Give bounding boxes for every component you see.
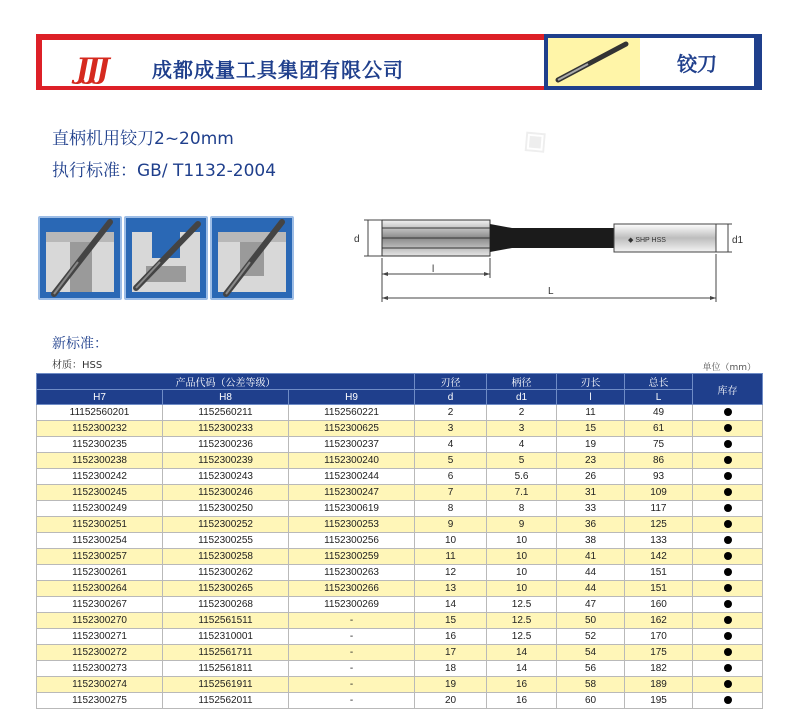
col-l-header: 刃长: [557, 374, 625, 390]
stock-cell: [693, 517, 763, 533]
table-cell: 58: [557, 677, 625, 693]
table-cell: 1152300252: [163, 517, 289, 533]
table-cell: 47: [557, 597, 625, 613]
table-cell: 1152561911: [163, 677, 289, 693]
header-category-box: [640, 38, 754, 86]
col-d1-header: 柄径: [487, 374, 557, 390]
table-row: [37, 533, 763, 549]
table-cell: 14: [487, 661, 557, 677]
table-cell: 4: [415, 437, 487, 453]
table-cell: 50: [557, 613, 625, 629]
table-row: [37, 421, 763, 437]
table-cell: 1152300271: [37, 629, 163, 645]
blind-hole-icon: [212, 218, 292, 298]
application-image-slot: [124, 216, 208, 300]
col-L-symbol: L: [625, 390, 693, 405]
in-stock-dot-icon: [724, 504, 732, 512]
in-stock-dot-icon: [724, 696, 732, 704]
table-cell: 10: [487, 549, 557, 565]
table-cell: 1152300263: [289, 565, 415, 581]
table-cell: 9: [415, 517, 487, 533]
table-cell: 5.6: [487, 469, 557, 485]
table-cell: 1152310001: [163, 629, 289, 645]
stock-cell: [693, 485, 763, 501]
table-cell: 36: [557, 517, 625, 533]
table-cell: 1152300255: [163, 533, 289, 549]
table-cell: 142: [625, 549, 693, 565]
dim-d-label: d: [354, 234, 360, 245]
product-code-header: 产品代码（公差等级）: [37, 374, 415, 390]
table-cell: 56: [557, 661, 625, 677]
stock-cell: [693, 437, 763, 453]
col-d-symbol: d: [415, 390, 487, 405]
table-cell: 8: [415, 501, 487, 517]
table-cell: 38: [557, 533, 625, 549]
table-cell: 7: [415, 485, 487, 501]
in-stock-dot-icon: [724, 664, 732, 672]
table-row: [37, 597, 763, 613]
table-cell: 1152300261: [37, 565, 163, 581]
col-h7-header: H7: [37, 390, 163, 405]
table-cell: 182: [625, 661, 693, 677]
col-L-header: 总长: [625, 374, 693, 390]
table-cell: 1152300272: [37, 645, 163, 661]
table-cell: 189: [625, 677, 693, 693]
col-stock-header: 库存: [693, 374, 763, 405]
table-cell: 1152300236: [163, 437, 289, 453]
col-d-header: 刃径: [415, 374, 487, 390]
table-cell: 31: [557, 485, 625, 501]
shank-marking: ◆ SHP HSS: [628, 237, 666, 244]
table-cell: 93: [625, 469, 693, 485]
table-cell: 1152300253: [289, 517, 415, 533]
table-cell: 11: [415, 549, 487, 565]
table-cell: 1152300266: [289, 581, 415, 597]
table-cell: 117: [625, 501, 693, 517]
in-stock-dot-icon: [724, 568, 732, 576]
table-cell: 1152300245: [37, 485, 163, 501]
table-cell: 15: [557, 421, 625, 437]
dim-d1-label: d1: [732, 235, 744, 246]
table-cell: 1152300246: [163, 485, 289, 501]
stock-cell: [693, 469, 763, 485]
in-stock-dot-icon: [724, 536, 732, 544]
table-cell: 1152300267: [37, 597, 163, 613]
table-row: [37, 517, 763, 533]
in-stock-dot-icon: [724, 552, 732, 560]
table-row: [37, 405, 763, 421]
table-cell: 1152300235: [37, 437, 163, 453]
in-stock-dot-icon: [724, 520, 732, 528]
table-cell: 1152300262: [163, 565, 289, 581]
dim-L-label: L: [548, 286, 554, 297]
stock-cell: [693, 501, 763, 517]
table-cell: 5: [487, 453, 557, 469]
table-cell: 1152300240: [289, 453, 415, 469]
table-row: [37, 437, 763, 453]
in-stock-dot-icon: [724, 584, 732, 592]
product-standard: 执行标准：GB/ T1132-2004: [52, 161, 277, 181]
table-cell: 1152300258: [163, 549, 289, 565]
table-cell: 10: [415, 533, 487, 549]
table-row: [37, 581, 763, 597]
table-row: [37, 469, 763, 485]
in-stock-dot-icon: [724, 648, 732, 656]
table-cell: 1152300250: [163, 501, 289, 517]
table-cell: 49: [625, 405, 693, 421]
table-cell: 1152560221: [289, 405, 415, 421]
reamer-thumbnail-icon: [548, 38, 636, 86]
table-cell: 1152300275: [37, 693, 163, 709]
table-cell: 75: [625, 437, 693, 453]
table-row: [37, 661, 763, 677]
table-cell: 1152300247: [289, 485, 415, 501]
table-cell: 5: [415, 453, 487, 469]
table-cell: 12.5: [487, 597, 557, 613]
table-cell: 4: [487, 437, 557, 453]
table-cell: 10: [487, 581, 557, 597]
reamer-dimension-drawing: [352, 210, 752, 310]
table-cell: 1152300233: [163, 421, 289, 437]
application-image-blind-hole: [210, 216, 294, 300]
table-cell: 162: [625, 613, 693, 629]
stock-cell: [693, 453, 763, 469]
table-cell: 44: [557, 581, 625, 597]
stock-cell: [693, 549, 763, 565]
table-cell: 151: [625, 581, 693, 597]
table-cell: -: [289, 645, 415, 661]
in-stock-dot-icon: [724, 456, 732, 464]
table-cell: 170: [625, 629, 693, 645]
table-row: [37, 645, 763, 661]
table-cell: 1152300239: [163, 453, 289, 469]
table-cell: 54: [557, 645, 625, 661]
table-header-row-2: [37, 390, 763, 405]
table-cell: 1152300242: [37, 469, 163, 485]
table-cell: 12.5: [487, 629, 557, 645]
table-cell: 1152561711: [163, 645, 289, 661]
table-cell: 2: [487, 405, 557, 421]
header-tool-image: [544, 38, 640, 86]
stock-cell: [693, 661, 763, 677]
table-cell: 33: [557, 501, 625, 517]
stock-cell: [693, 677, 763, 693]
table-row: [37, 549, 763, 565]
table-cell: 15: [415, 613, 487, 629]
table-cell: 41: [557, 549, 625, 565]
col-h8-header: H8: [163, 390, 289, 405]
in-stock-dot-icon: [724, 616, 732, 624]
stock-cell: [693, 533, 763, 549]
stock-cell: [693, 421, 763, 437]
table-cell: 19: [415, 677, 487, 693]
unit-label: 单位（mm）: [702, 363, 756, 373]
table-cell: 8: [487, 501, 557, 517]
table-cell: 1152561511: [163, 613, 289, 629]
stock-cell: [693, 613, 763, 629]
table-cell: 60: [557, 693, 625, 709]
table-cell: 13: [415, 581, 487, 597]
stock-cell: [693, 405, 763, 421]
table-cell: 160: [625, 597, 693, 613]
table-cell: 17: [415, 645, 487, 661]
table-cell: 14: [487, 645, 557, 661]
table-cell: 1152562011: [163, 693, 289, 709]
table-cell: 12.5: [487, 613, 557, 629]
table-cell: 3: [487, 421, 557, 437]
table-cell: -: [289, 613, 415, 629]
table-cell: 1152300268: [163, 597, 289, 613]
table-cell: -: [289, 677, 415, 693]
in-stock-dot-icon: [724, 440, 732, 448]
col-d1-symbol: d1: [487, 390, 557, 405]
table-cell: -: [289, 693, 415, 709]
table-cell: 44: [557, 565, 625, 581]
table-cell: 19: [557, 437, 625, 453]
col-l-symbol: l: [557, 390, 625, 405]
in-stock-dot-icon: [724, 472, 732, 480]
table-cell: 11: [557, 405, 625, 421]
table-cell: 1152300265: [163, 581, 289, 597]
table-cell: 1152300274: [37, 677, 163, 693]
header-inner: [42, 40, 544, 86]
table-cell: 61: [625, 421, 693, 437]
stock-cell: [693, 565, 763, 581]
table-cell: 1152300238: [37, 453, 163, 469]
table-cell: 1152300232: [37, 421, 163, 437]
in-stock-dot-icon: [724, 632, 732, 640]
table-cell: 133: [625, 533, 693, 549]
material-label: 材质：HSS: [52, 360, 103, 371]
product-title: 直柄机用铰刀2~20mm: [52, 129, 234, 149]
table-cell: 16: [487, 677, 557, 693]
table-row: [37, 693, 763, 709]
table-cell: 7.1: [487, 485, 557, 501]
watermark: ◈: [510, 115, 558, 166]
table-cell: 1152300243: [163, 469, 289, 485]
reamer-spec-table: [36, 373, 763, 709]
table-cell: 2: [415, 405, 487, 421]
table-cell: 1152300269: [289, 597, 415, 613]
company-logo: JJJ: [76, 52, 107, 85]
table-cell: 1152300625: [289, 421, 415, 437]
table-cell: 1152300259: [289, 549, 415, 565]
table-cell: 1152300273: [37, 661, 163, 677]
new-standard-heading: 新标准：: [52, 336, 108, 352]
header-banner: [36, 34, 762, 90]
dim-l-label: l: [432, 264, 435, 275]
table-row: [37, 565, 763, 581]
table-row: [37, 629, 763, 645]
stock-cell: [693, 581, 763, 597]
table-cell: 16: [415, 629, 487, 645]
table-cell: 109: [625, 485, 693, 501]
table-cell: 195: [625, 693, 693, 709]
table-cell: 1152561811: [163, 661, 289, 677]
table-cell: 11152560201: [37, 405, 163, 421]
table-cell: 9: [487, 517, 557, 533]
table-cell: 125: [625, 517, 693, 533]
in-stock-dot-icon: [724, 600, 732, 608]
in-stock-dot-icon: [724, 424, 732, 432]
table-cell: 1152300244: [289, 469, 415, 485]
table-cell: 10: [487, 565, 557, 581]
table-cell: -: [289, 661, 415, 677]
table-body: [37, 405, 763, 709]
table-row: [37, 453, 763, 469]
table-row: [37, 677, 763, 693]
reamer-drawing-svg: [352, 210, 752, 310]
table-cell: 18: [415, 661, 487, 677]
in-stock-dot-icon: [724, 408, 732, 416]
table-cell: 12: [415, 565, 487, 581]
company-name: 成都成量工具集团有限公司: [152, 58, 404, 82]
table-header-row-1: [37, 374, 763, 390]
table-cell: 1152300264: [37, 581, 163, 597]
table-cell: 26: [557, 469, 625, 485]
table-cell: 151: [625, 565, 693, 581]
table-cell: 175: [625, 645, 693, 661]
table-cell: 1152300619: [289, 501, 415, 517]
table-cell: 1152300254: [37, 533, 163, 549]
through-hole-icon: [40, 218, 120, 298]
col-h9-header: H9: [289, 390, 415, 405]
in-stock-dot-icon: [724, 680, 732, 688]
table-cell: 3: [415, 421, 487, 437]
stock-cell: [693, 629, 763, 645]
table-row: [37, 613, 763, 629]
table-cell: 1152300249: [37, 501, 163, 517]
table-cell: 14: [415, 597, 487, 613]
stock-cell: [693, 693, 763, 709]
table-cell: 86: [625, 453, 693, 469]
category-label: 铰刀: [677, 52, 717, 76]
table-cell: 23: [557, 453, 625, 469]
table-cell: 1152300257: [37, 549, 163, 565]
table-cell: 6: [415, 469, 487, 485]
table-row: [37, 485, 763, 501]
table-cell: 1152300237: [289, 437, 415, 453]
in-stock-dot-icon: [724, 488, 732, 496]
stock-cell: [693, 645, 763, 661]
stock-cell: [693, 597, 763, 613]
table-cell: 20: [415, 693, 487, 709]
table-cell: 1152560211: [163, 405, 289, 421]
table-cell: 52: [557, 629, 625, 645]
table-cell: 16: [487, 693, 557, 709]
application-image-through-hole: [38, 216, 122, 300]
slot-hole-icon: [126, 218, 206, 298]
table-cell: 1152300251: [37, 517, 163, 533]
table-cell: -: [289, 629, 415, 645]
table-cell: 1152300256: [289, 533, 415, 549]
table-cell: 10: [487, 533, 557, 549]
table-cell: 1152300270: [37, 613, 163, 629]
table-row: [37, 501, 763, 517]
